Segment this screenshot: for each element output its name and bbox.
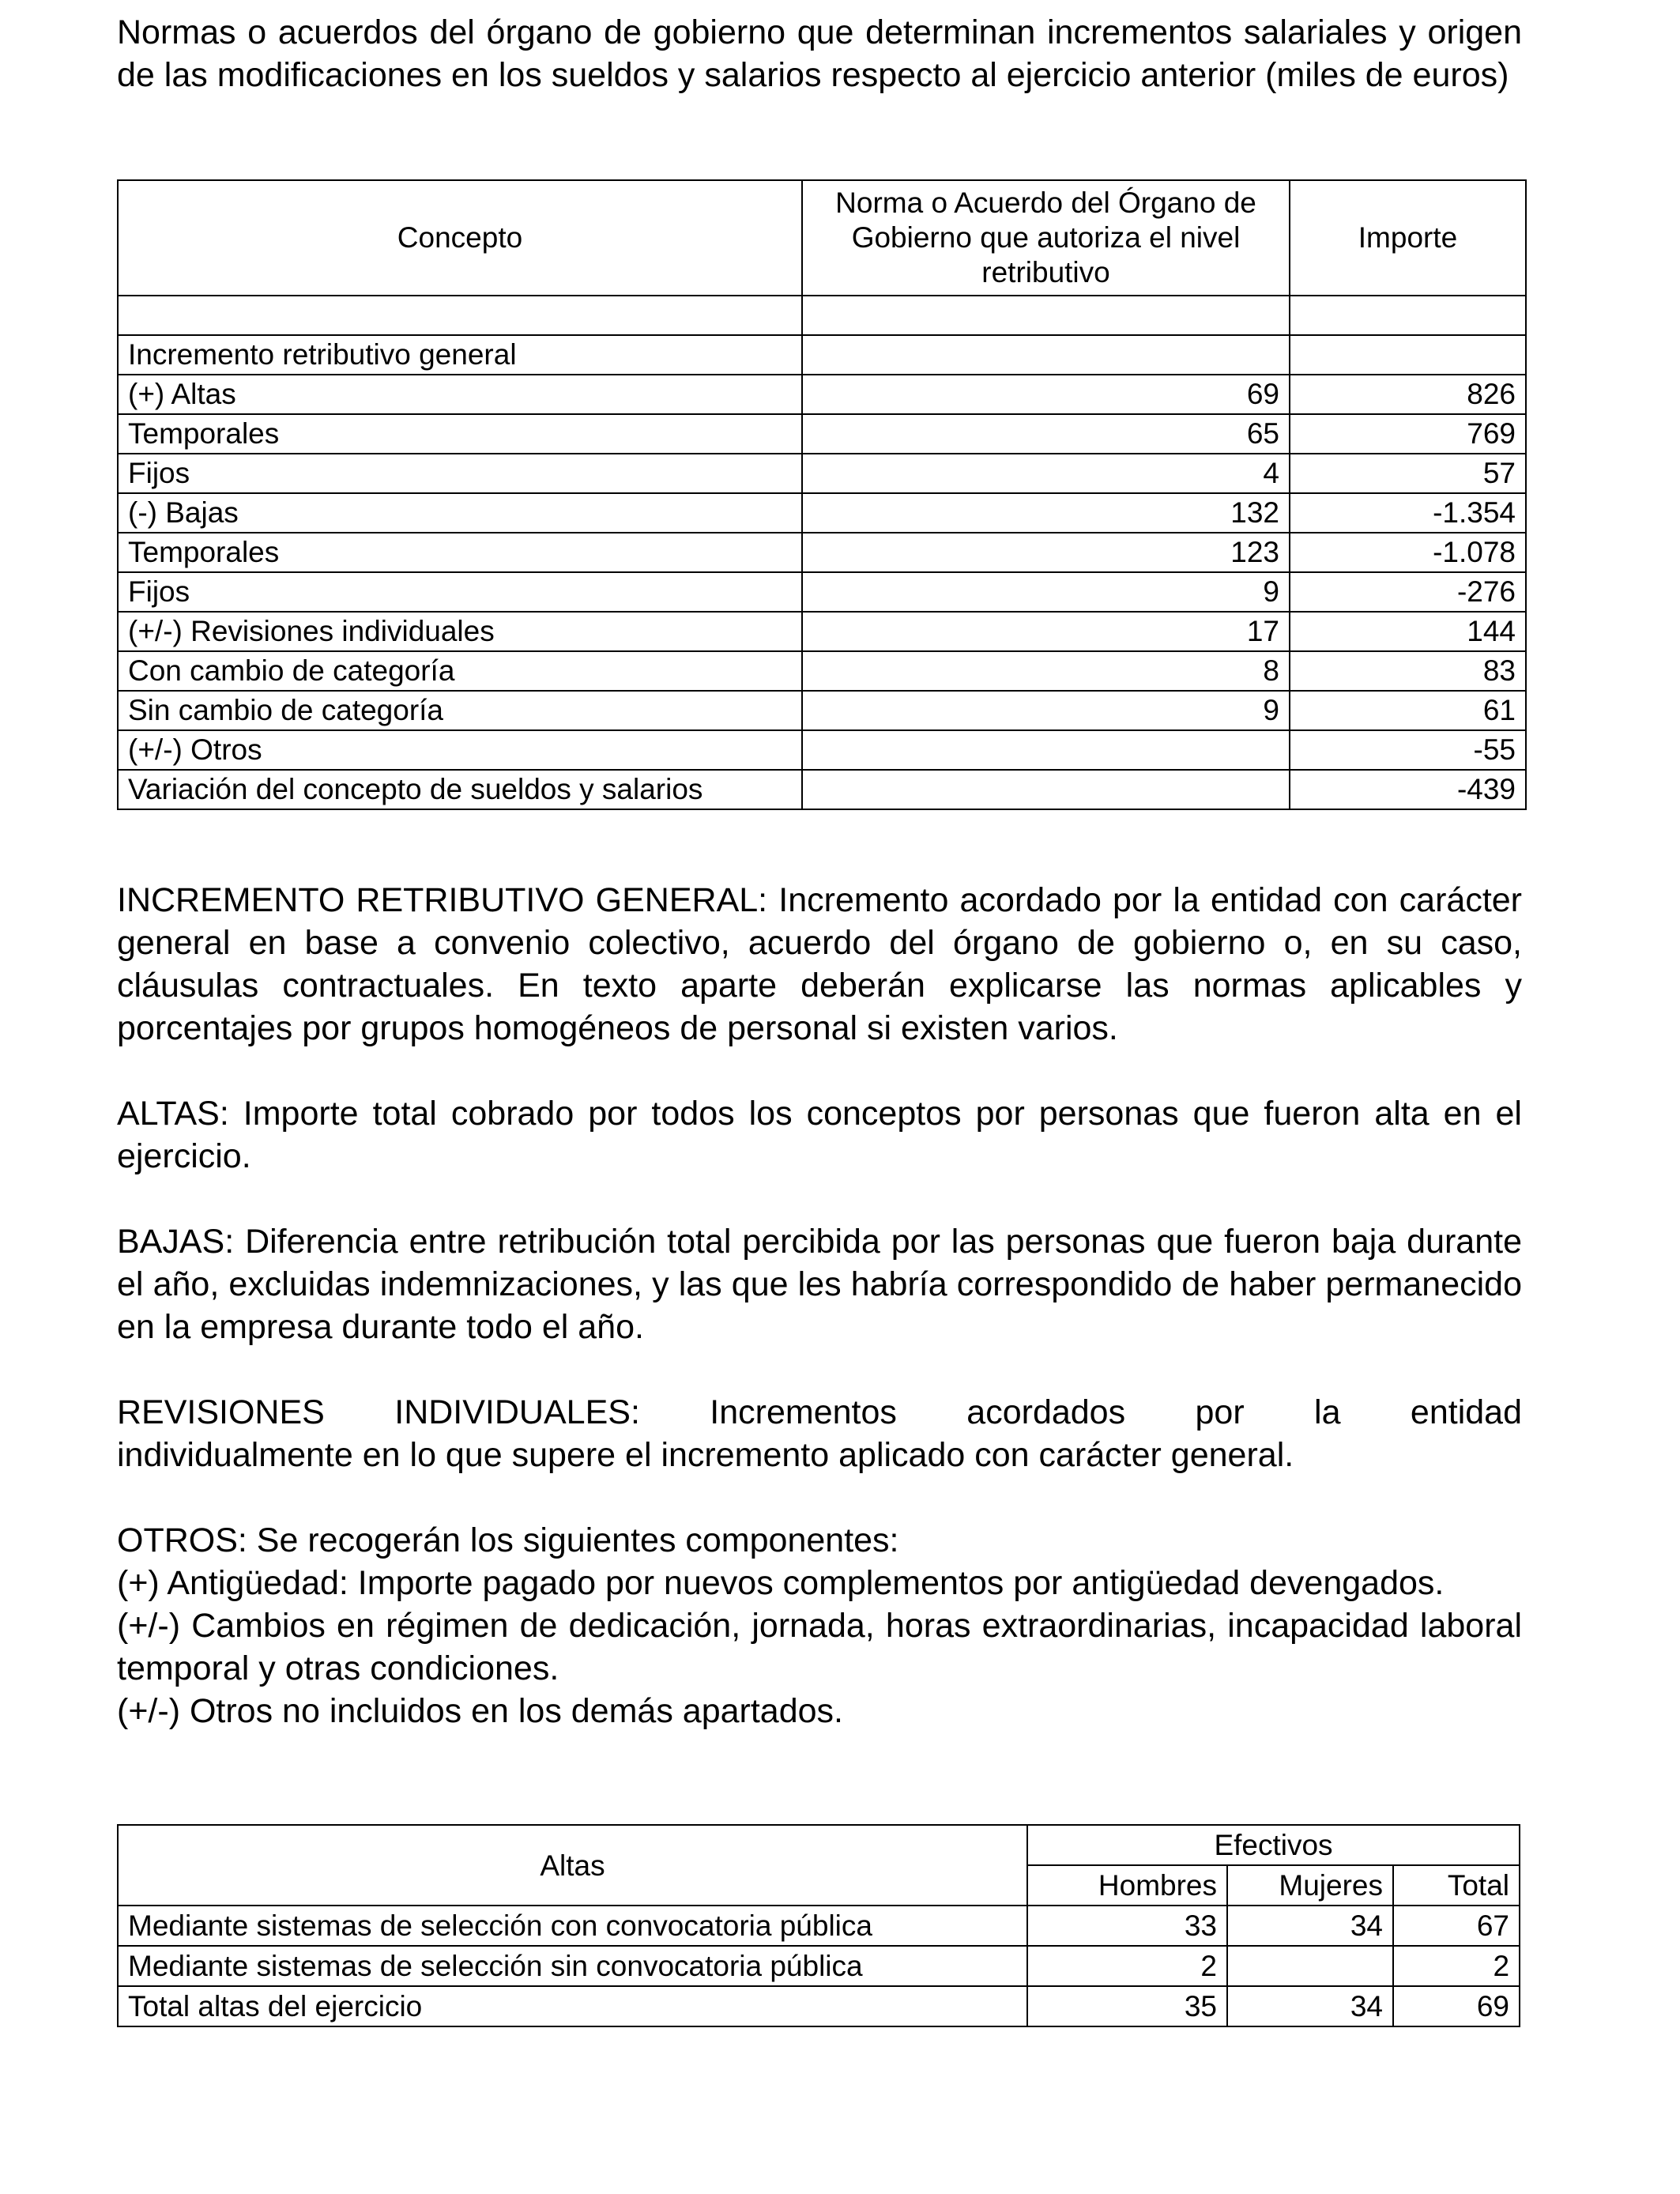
cell-importe: [1290, 335, 1526, 375]
cell-mujeres: 34: [1227, 1986, 1393, 2026]
cell-norma: 69: [802, 375, 1290, 414]
cell-importe: 769: [1290, 414, 1526, 454]
table-row: [118, 651, 1526, 691]
cell-norma: 8: [802, 651, 1290, 691]
cell-importe: -55: [1290, 730, 1526, 770]
cell-norma: 132: [802, 493, 1290, 533]
cell-norma: [802, 730, 1290, 770]
table-header-row: [118, 1825, 1520, 1865]
header-mujeres: Mujeres: [1227, 1865, 1393, 1906]
definition-revisiones-line2: individualmente en lo que supere el incremento aplicado con carácter general.: [117, 1436, 1294, 1474]
definition-otros-item1: (+) Antigüedad: Importe pagado por nuevos complementos por antigüedad devengados.: [117, 1564, 1445, 1602]
cell-label: Mediante sistemas de selección con convocatoria pública: [118, 1906, 1027, 1946]
cell-concepto: (+) Altas: [118, 375, 802, 414]
cell-concepto: Variación del concepto de sueldos y salarios: [118, 770, 802, 809]
table-row: [118, 533, 1526, 572]
cell-importe: -1.354: [1290, 493, 1526, 533]
table-row: [118, 612, 1526, 651]
table-row: [118, 730, 1526, 770]
cell-total: 69: [1393, 1986, 1520, 2026]
header-norma: Norma o Acuerdo del Órgano de Gobierno que autoriza el nivel retributivo: [802, 180, 1290, 296]
cell-concepto: Con cambio de categoría: [118, 651, 802, 691]
table-row: [118, 1946, 1520, 1986]
table-row: [118, 572, 1526, 612]
header-concepto: Concepto: [118, 180, 802, 296]
cell-norma: 9: [802, 572, 1290, 612]
table-row: [118, 770, 1526, 809]
table-row: [118, 454, 1526, 493]
header-total: Total: [1393, 1865, 1520, 1906]
document-page: [117, 11, 1522, 2022]
definition-otros-item3: (+/-) Otros no incluidos en los demás apartados.: [117, 1692, 843, 1730]
definition-altas: ALTAS: Importe total cobrado por todos los conceptos por personas que fueron alta en el ejercicio.: [117, 1095, 1522, 1175]
table-row: [118, 414, 1526, 454]
definitions-section: [117, 879, 1522, 1732]
header-importe: Importe: [1290, 180, 1526, 296]
cell-label: Total altas del ejercicio: [118, 1986, 1027, 2026]
table-row: [118, 493, 1526, 533]
cell-norma: 4: [802, 454, 1290, 493]
cell-mujeres: 34: [1227, 1906, 1393, 1946]
definition-bajas: BAJAS: Diferencia entre retribución total percibida por las personas que fueron baja durante el año, excluidas indemnizaciones, y las que les habría correspondido de haber permanecido en la empresa durante todo el año.: [117, 1223, 1522, 1346]
cell-norma: [802, 335, 1290, 375]
altas-effectives-table: [117, 1824, 1520, 2027]
cell-importe: -1.078: [1290, 533, 1526, 572]
cell-norma: 17: [802, 612, 1290, 651]
cell-norma: 123: [802, 533, 1290, 572]
definition-otros-item2: (+/-) Cambios en régimen de dedicación, jornada, horas extraordinarias, incapacidad laboral temporal y otras condiciones.: [117, 1607, 1522, 1687]
cell-hombres: 33: [1027, 1906, 1227, 1946]
definition-incremento: INCREMENTO RETRIBUTIVO GENERAL: Incremento acordado por la entidad con carácter general en base a convenio colectivo, acuerdo del órgano de gobierno o, en su caso, cláusulas contractuales. En texto aparte deberán explicarse las normas aplicables y porcentajes por grupos homogéneos de personal si existen varios.: [117, 881, 1522, 1047]
cell-concepto: Fijos: [118, 454, 802, 493]
intro-title: Normas o acuerdos del órgano de gobierno que determinan incrementos salariales y origen de las modificaciones en los sueldos y salarios respecto al ejercicio anterior (miles de euros): [117, 13, 1522, 94]
cell-importe: 83: [1290, 651, 1526, 691]
cell-importe: -276: [1290, 572, 1526, 612]
cell-concepto: (+/-) Otros: [118, 730, 802, 770]
cell-hombres: 2: [1027, 1946, 1227, 1986]
cell-concepto: Temporales: [118, 414, 802, 454]
cell-importe: 826: [1290, 375, 1526, 414]
definition-otros: [117, 1519, 1522, 1732]
cell-total: 67: [1393, 1906, 1520, 1946]
header-efectivos: Efectivos: [1027, 1825, 1520, 1865]
cell-hombres: 35: [1027, 1986, 1227, 2026]
cell-concepto: Incremento retributivo general: [118, 335, 802, 375]
table-header-row: [118, 180, 1526, 296]
header-altas: Altas: [118, 1825, 1027, 1906]
cell-concepto: (+/-) Revisiones individuales: [118, 612, 802, 651]
definition-revisiones: [117, 1391, 1522, 1476]
salary-changes-table: [117, 179, 1527, 810]
cell-concepto: (-) Bajas: [118, 493, 802, 533]
cell-importe: 61: [1290, 691, 1526, 730]
table-blank-row: [118, 296, 1526, 335]
cell-importe: 57: [1290, 454, 1526, 493]
cell-concepto: Sin cambio de categoría: [118, 691, 802, 730]
cell-concepto: Fijos: [118, 572, 802, 612]
cell-norma: 9: [802, 691, 1290, 730]
cell-importe: -439: [1290, 770, 1526, 809]
table-row: [118, 1986, 1520, 2026]
cell-concepto: Temporales: [118, 533, 802, 572]
table-row: [118, 1906, 1520, 1946]
definition-otros-title: OTROS: Se recogerán los siguientes componentes:: [117, 1521, 899, 1559]
header-hombres: Hombres: [1027, 1865, 1227, 1906]
cell-norma: 65: [802, 414, 1290, 454]
cell-importe: 144: [1290, 612, 1526, 651]
cell-mujeres: [1227, 1946, 1393, 1986]
definition-revisiones-line1: REVISIONES INDIVIDUALES: Incrementos acordados por la entidad: [117, 1393, 1522, 1431]
cell-total: 2: [1393, 1946, 1520, 1986]
cell-norma: [802, 770, 1290, 809]
table-row: [118, 375, 1526, 414]
table-row: [118, 691, 1526, 730]
cell-label: Mediante sistemas de selección sin convocatoria pública: [118, 1946, 1027, 1986]
table-row: [118, 335, 1526, 375]
